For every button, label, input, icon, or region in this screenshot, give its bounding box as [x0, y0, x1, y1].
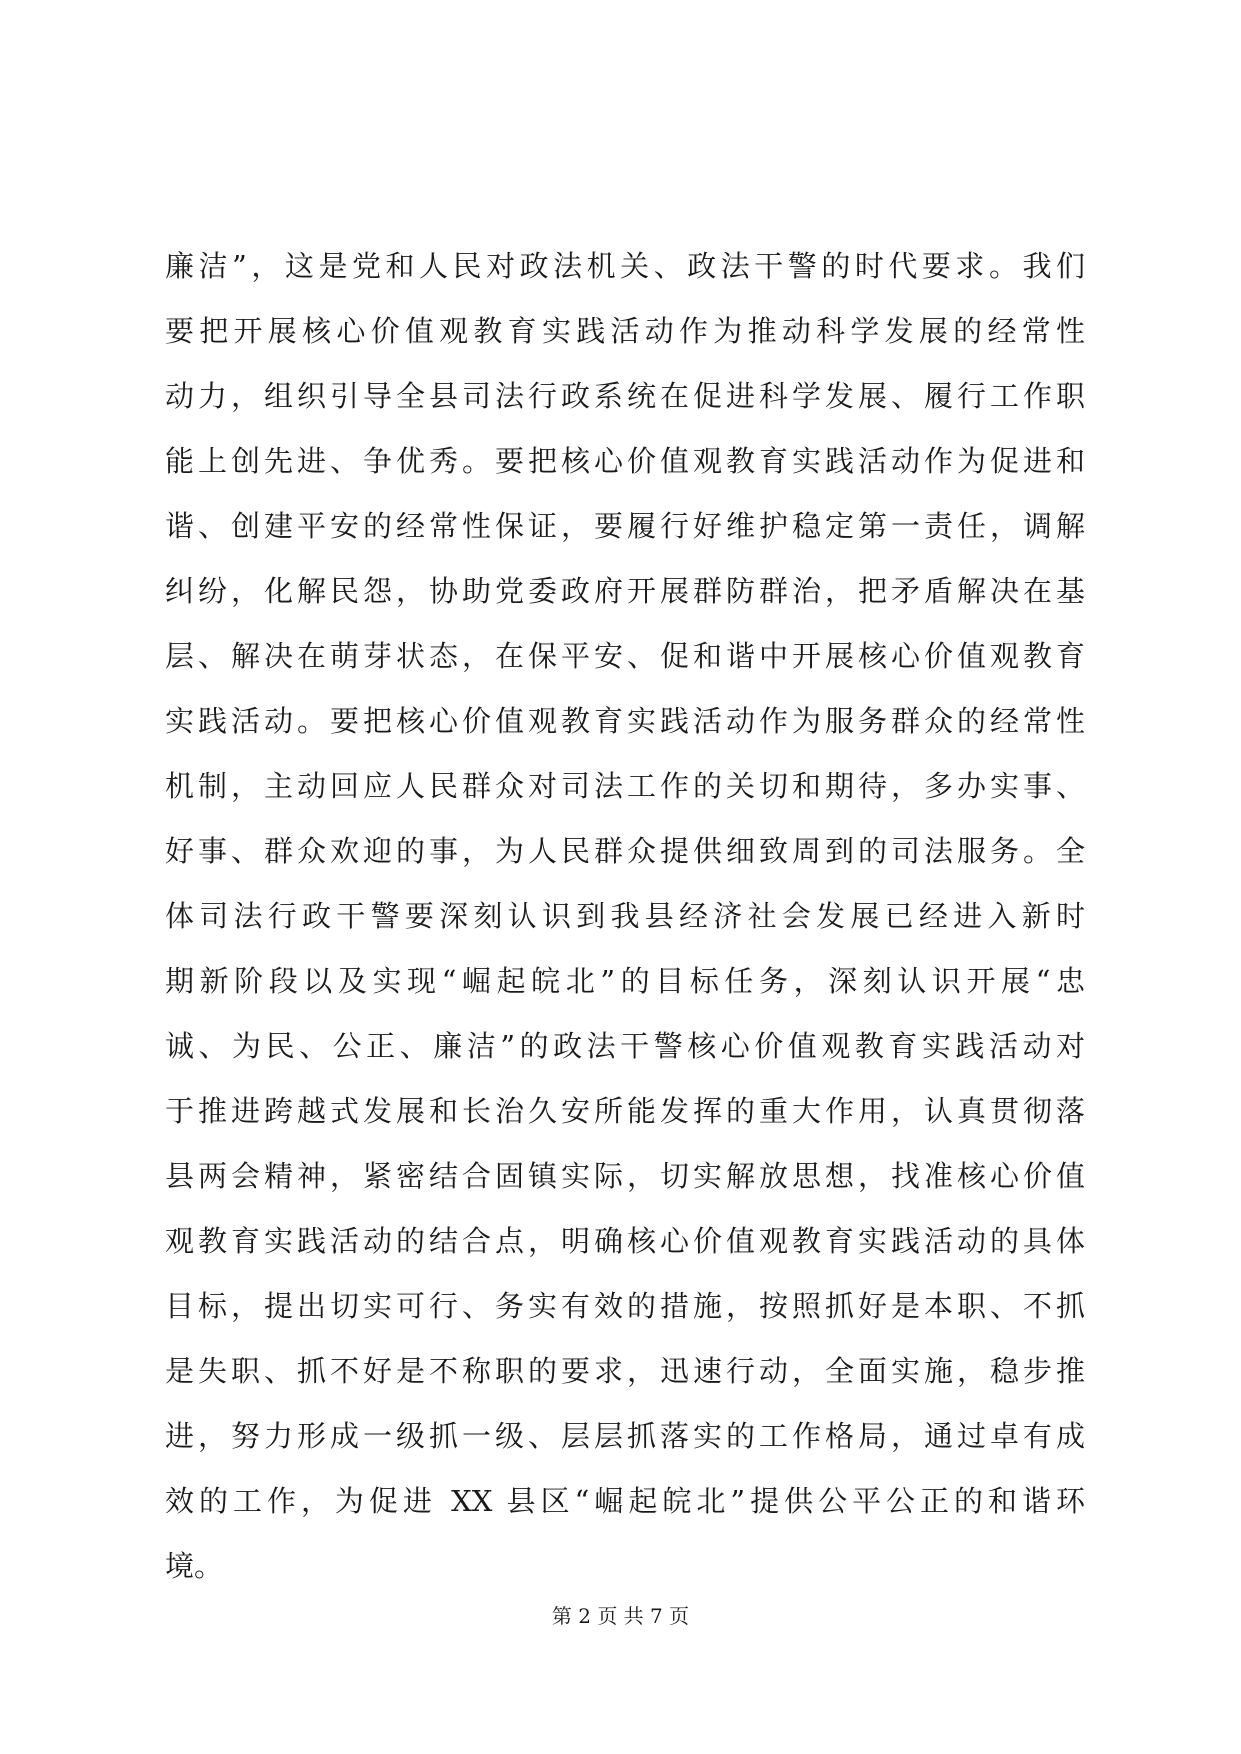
text-line: 目标，提出切实可行、务实有效的措施，按照抓好是本职、不抓	[165, 1289, 1085, 1323]
text-line: 好事、群众欢迎的事，为人民群众提供细致周到的司法服务。全	[165, 834, 1085, 868]
body-text	[165, 234, 1085, 1599]
text-line: 是失职、抓不好是不称职的要求，迅速行动，全面实施，稳步推	[165, 1354, 1085, 1388]
text-line: 效的工作，为促进 XX 县区“崛起皖北”提供公平公正的和谐环	[165, 1484, 1085, 1518]
text-line: 于推进跨越式发展和长治久安所能发挥的重大作用，认真贯彻落	[165, 1094, 1085, 1128]
text-line: 动力，组织引导全县司法行政系统在促进科学发展、履行工作职	[165, 379, 1085, 413]
text-line: 境。	[165, 1549, 224, 1583]
text-line: 进，努力形成一级抓一级、层层抓落实的工作格局，通过卓有成	[165, 1419, 1085, 1453]
text-line: 观教育实践活动的结合点，明确核心价值观教育实践活动的具体	[165, 1224, 1085, 1258]
text-line: 谐、创建平安的经常性保证，要履行好维护稳定第一责任，调解	[165, 509, 1085, 543]
text-line: 县两会精神，紧密结合固镇实际，切实解放思想，找准核心价值	[165, 1159, 1085, 1193]
page-number-footer: 第 2 页 共 7 页	[551, 1604, 690, 1628]
text-line: 体司法行政干警要深刻认识到我县经济社会发展已经进入新时	[165, 899, 1085, 933]
text-line: 期新阶段以及实现“崛起皖北”的目标任务，深刻认识开展“忠	[165, 964, 1085, 998]
text-line: 诚、为民、公正、廉洁”的政法干警核心价值观教育实践活动对	[165, 1029, 1085, 1063]
text-line: 要把开展核心价值观教育实践活动作为推动科学发展的经常性	[165, 314, 1085, 348]
text-line: 层、解决在萌芽状态，在保平安、促和谐中开展核心价值观教育	[165, 639, 1085, 673]
text-line: 纠纷，化解民怨，协助党委政府开展群防群治，把矛盾解决在基	[165, 574, 1085, 608]
text-line: 能上创先进、争优秀。要把核心价值观教育实践活动作为促进和	[165, 444, 1085, 478]
text-line: 廉洁”，这是党和人民对政法机关、政法干警的时代要求。我们	[165, 249, 1085, 283]
text-line: 实践活动。要把核心价值观教育实践活动作为服务群众的经常性	[165, 704, 1085, 738]
text-line: 机制，主动回应人民群众对司法工作的关切和期待，多办实事、	[165, 769, 1085, 803]
